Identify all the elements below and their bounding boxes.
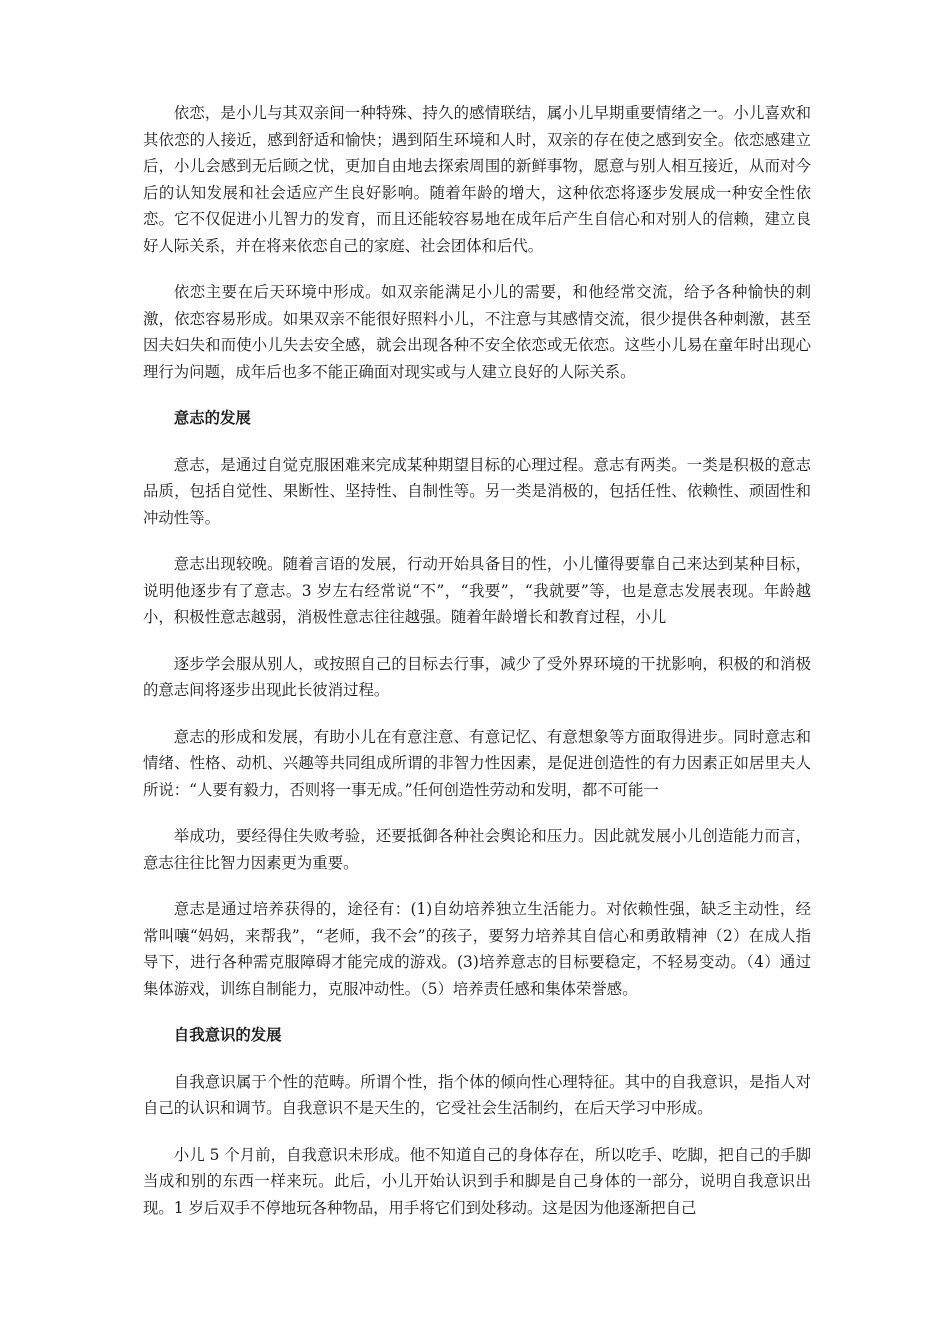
section-heading-will: 意志的发展 xyxy=(173,409,251,427)
paragraph-will-development: 意志的形成和发展，有助小儿在有意注意、有意记忆、有意想象等方面取得进步。同时意志和情绪、性格、动机、兴趣等共同组成所谓的非智力性因素，是促进创造性的有力因素正如居里夫人所说：“人要有毅力，否则将一事无成。”任何创造性劳动和发明，都不可能一 xyxy=(143,727,811,799)
paragraph-will-development-continued: 举成功，要经得住失败考验，还要抵御各种社会舆论和压力。因此就发展小儿创造能力而言，意志往往比智力因素更为重要。 xyxy=(143,827,811,872)
paragraph-attachment-formation: 依恋主要在后天环境中形成。如双亲能满足小儿的需要，和他经常交流，给予各种愉快的刺激，依恋容易形成。如果双亲不能很好照料小儿，不注意与其感情交流，很少提供各种刺激，甚至因夫妇失和而使小儿失去安全感，就会出现各种不安全依恋或无依恋。这些小儿易在童年时出现心理行为问题，成年后也多不能正确面对现实或与人建立良好的人际关系。 xyxy=(143,283,811,381)
document-page xyxy=(143,100,811,1241)
paragraph-will-definition: 意志，是通过自觉克服困难来完成某种期望目标的心理过程。意志有两类。一类是积极的意志品质，包括自觉性、果断性、坚持性、自制性等。另一类是消极的，包括任性、依赖性、顽固性和冲动性等。 xyxy=(143,455,811,527)
paragraph-self-awareness-definition: 自我意识属于个性的范畴。所谓个性，指个体的倾向性心理特征。其中的自我意识，是指人对自己的认识和调节。自我意识不是天生的，它受社会生活制约，在后天学习中形成。 xyxy=(143,1072,811,1117)
paragraph-will-cultivation: 意志是通过培养获得的，途径有：(1)自幼培养独立生活能力。对依赖性强，缺乏主动性，经常叫嚷“妈妈，来帮我”，“老师，我不会”的孩子，要努力培养其自信心和勇敢精神（2）在成人指导下，进行各种需克服障碍才能完成的游戏。(3)培养意志的目标要稳定，不轻易变动。（4）通过集体游戏，训练自制能力，克服冲动性。（5）培养责任感和集体荣誉感。 xyxy=(143,900,811,998)
paragraph-self-awareness-development: 小儿 5 个月前，自我意识未形成。他不知道自己的身体存在，所以吃手、吃脚，把自己的手脚当成和别的东西一样来玩。此后，小儿开始认识到手和脚是自己身体的一部分，说明自我意识出现。1 岁后双手不停地玩各种物品，用手将它们到处移动。这是因为他逐渐把自己 xyxy=(143,1145,811,1217)
paragraph-will-emergence: 意志出现较晚。随着言语的发展，行动开始具备目的性，小儿懂得要靠自己来达到某种目标，说明他逐步有了意志。3 岁左右经常说“不”，“我要”，“我就要”等，也是意志发展表现。年龄越小，积极性意志越弱，消极性意志往往越强。随着年龄增长和教育过程，小儿 xyxy=(143,555,811,626)
paragraph-will-emergence-continued: 逐步学会服从别人，或按照自己的目标去行事，减少了受外界环境的干扰影响，积极的和消极的意志间将逐步出现此长彼消过程。 xyxy=(143,654,811,699)
section-heading-self-awareness: 自我意识的发展 xyxy=(173,1026,282,1044)
paragraph-attachment-definition: 依恋，是小儿与其双亲间一种特殊、持久的感情联结，属小儿早期重要情绪之一。小儿喜欢和其依恋的人接近，感到舒适和愉快；遇到陌生环境和人时，双亲的存在使之感到安全。依恋感建立后，小儿会感到无后顾之忧，更加自由地去探索周围的新鲜事物，愿意与别人相互接近，从而对今后的认知发展和社会适应产生良好影响。随着年龄的增大，这种依恋将逐步发展成一种安全性依恋。它不仅促进小儿智力的发育，而且还能较容易地在成年后产生自信心和对别人的信赖，建立良好人际关系，并在将来依恋自己的家庭、社会团体和后代。 xyxy=(143,104,811,255)
